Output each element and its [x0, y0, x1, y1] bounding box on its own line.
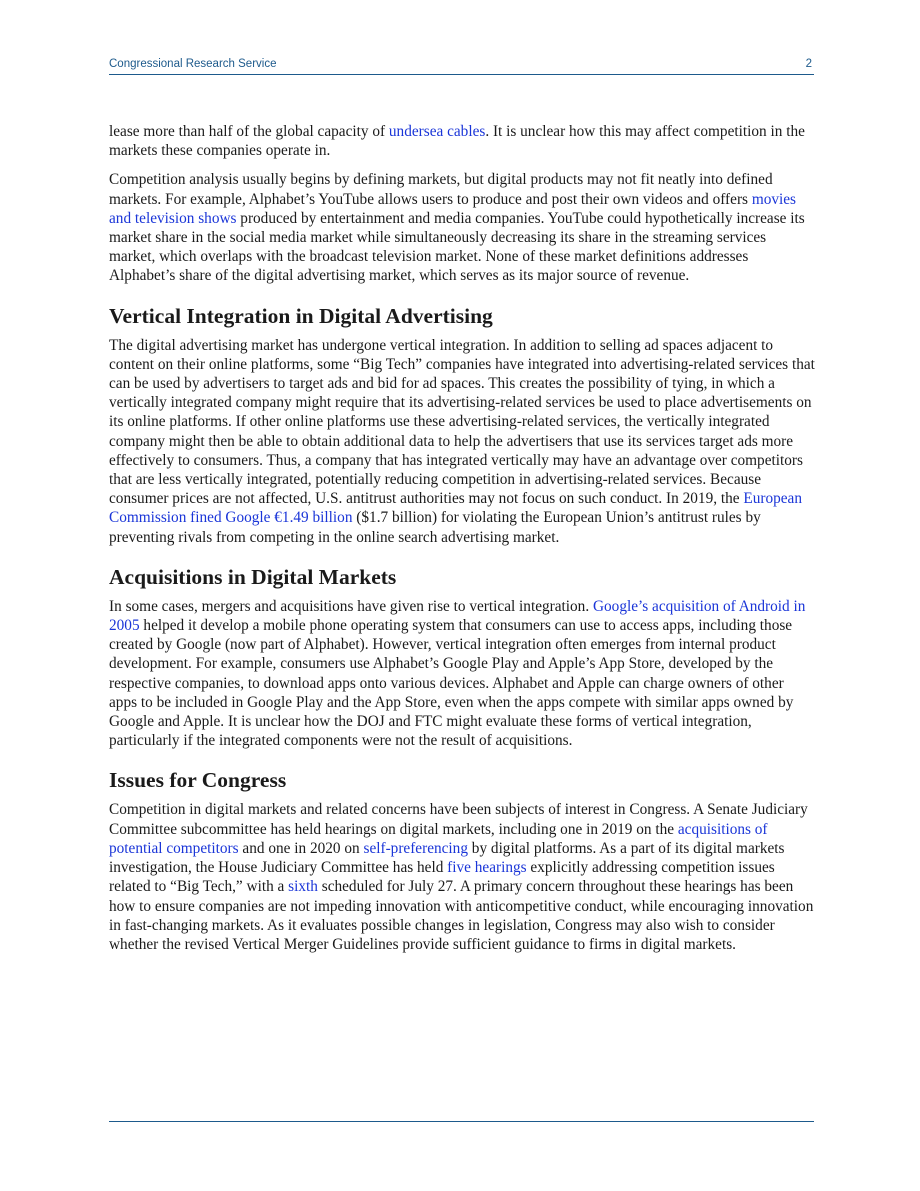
paragraph-vertical-integration: [109, 336, 815, 547]
link-acquisitions-of-competitors[interactable]: acquisitions of potential competitors: [109, 820, 768, 857]
link-google-android-acquisition[interactable]: Google’s acquisition of Android in 2005: [109, 597, 806, 635]
paragraph-competition-analysis: [109, 170, 815, 285]
header-org-name: Congressional Research Service: [109, 58, 277, 70]
heading-acquisitions: Acquisitions in Digital Markets: [109, 564, 397, 589]
text: Competition analysis usually begins by defining markets, but digital products may not fit neatly into defined markets. For example, Alphabet’s YouTube allows users to produce and post their own videos and offers: [109, 171, 773, 208]
document-body: [109, 122, 815, 964]
link-sixth-hearing[interactable]: sixth: [288, 878, 318, 896]
text: lease more than half of the global capacity of: [109, 123, 389, 140]
text: scheduled for July 27. A primary concern throughout these hearings has been how to ensure companies are not impeding innovation with anticompetitive conduct, while encouraging innovation in fast-changing markets. As it evaluates possible changes in legislation, Congress may also wish to consider whether the revised Vertical Merger Guidelines provide sufficient guidance to firms in digital markets.: [109, 878, 814, 953]
heading-issues-for-congress: Issues for Congress: [109, 768, 287, 793]
page-number: 2: [805, 58, 812, 70]
link-self-preferencing[interactable]: self-preferencing: [363, 839, 468, 857]
link-undersea-cables[interactable]: undersea cables: [388, 123, 486, 140]
text: . It is unclear how this may affect competition in the markets these companies operate in.: [109, 123, 805, 160]
text: In some cases, mergers and acquisitions have given rise to vertical integration.: [109, 597, 593, 615]
paragraph-acquisitions: [109, 597, 815, 751]
paragraph-undersea-cables: [109, 122, 815, 160]
text: helped it develop a mobile phone operating system that consumers can use to access apps, including those created by Google (now part of Alphabet). However, vertical integration often emerges from internal product development. For example, consumers use Alphabet’s Google Play and Apple’s App Store, developed by the respective companies, to download apps onto various devices. Alphabet and Apple can charge owners of other apps to be included in Google Play and the App Store, even when the apps compete with similar apps owned by Google and Apple. It is unclear how the DOJ and FTC might evaluate these forms of vertical integration, particularly if the integrated components were not the result of acquisitions.: [109, 617, 794, 750]
link-movies-tv-shows[interactable]: movies and television shows: [109, 190, 797, 227]
text: ($1.7 billion) for violating the European Union’s antitrust rules by preventing rivals from competing in the online search advertising market.: [109, 509, 761, 546]
text: by digital platforms. As a part of its digital markets investigation, the House Judiciary Committee has held: [109, 839, 785, 877]
text: The digital advertising market has undergone vertical integration. In addition to selling ad spaces adjacent to content on their online platforms, some “Big Tech” companies have integrated into advertising-related services that can be used by advertisers to target ads and bid for ad spaces. This creates the possibility of tying, in which a vertically integrated company might require that its advertising-related services be used to place advertisements on its online platforms. If other online platforms use these advertising-related services, the vertically integrated company might then be able to obtain additional data to help the advertisers that use its services target ads more effectively to consumers. Thus, a company that has integrated vertically may have an advantage over competitors that are less vertically integrated, potentially reducing competition in advertising-related services. Because consumer prices are not affected, U.S. antitrust authorities may not focus on such conduct. In 2019, the: [109, 336, 815, 508]
text: Competition in digital markets and related concerns have been subjects of interest in Congress. A Senate Judiciary Committee subcommittee has held hearings on digital markets, including one in 2019 on the: [109, 801, 808, 838]
heading-vertical-integration: Vertical Integration in Digital Advertising: [109, 303, 493, 328]
link-european-commission-fine[interactable]: European Commission fined Google €1.49 billion: [109, 490, 802, 527]
text: produced by entertainment and media companies. YouTube could hypothetically increase its market share in the social media market while simultaneously decreasing its share in the streaming services market, which overlaps with the broadcast television market. None of these market definitions addresses Alphabet’s share of the digital advertising market, which serves as its major source of revenue.: [109, 209, 805, 285]
text: and one in 2020 on: [238, 839, 364, 857]
text: explicitly addressing competition issues related to “Big Tech,” with a: [109, 859, 775, 896]
footer-divider: [109, 1121, 814, 1122]
paragraph-issues-for-congress: [109, 800, 815, 954]
link-five-hearings[interactable]: five hearings: [447, 859, 527, 877]
page-header: [109, 56, 814, 75]
